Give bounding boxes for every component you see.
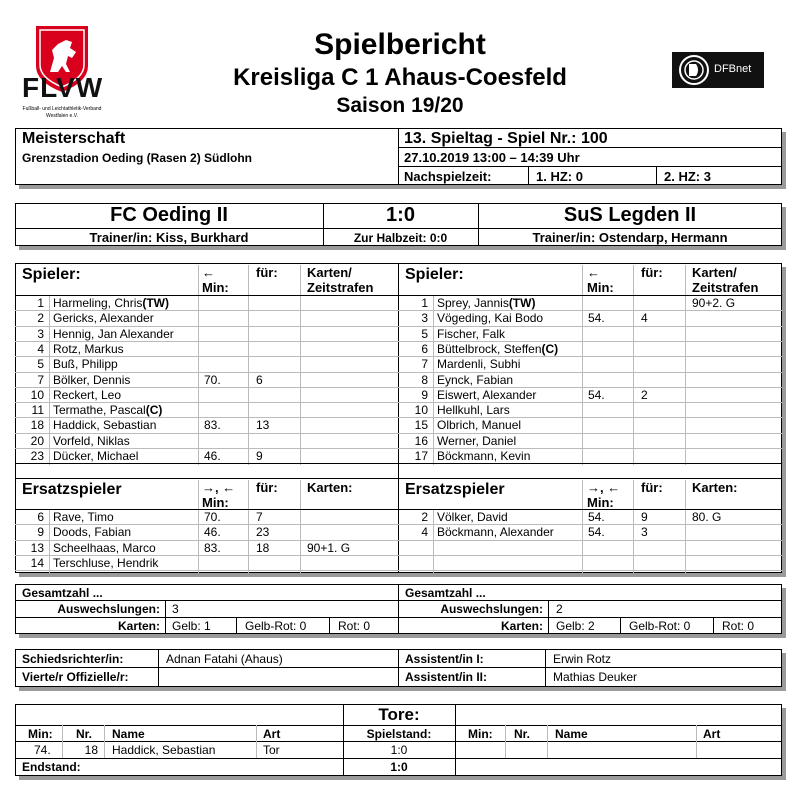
player-name-text: Büttelbrock, Steffen [437,341,542,356]
player-name [53,342,124,356]
goals-name-header-home: Name [112,727,145,741]
player-number: 10 [30,387,44,402]
flvw-logo-sub1: Fußball- und Leichtathletik-Verband [22,106,102,112]
away-subs-header: Ersatzspieler [405,481,505,498]
sub-for: 9 [641,510,648,524]
away-subs-count: 2 [556,602,563,616]
player-name [437,373,513,387]
competition: Meisterschaft [22,130,126,147]
goals-art-header-away: Art [703,727,721,741]
fourth-official-label: Vierte/r Offizielle/r: [22,670,129,684]
sub-minute: 83. [204,540,221,555]
home-gelbrot: Gelb-Rot: 0 [245,619,307,633]
stoppage-label: Nachspielzeit: [404,169,492,184]
ar2-name: Mathias Deuker [553,670,638,684]
ar1-name: Erwin Rotz [553,652,612,666]
player-name-text: Vögeding, Kai Bodo [437,311,544,326]
player-name [437,357,520,371]
player-number: 1 [421,296,428,310]
player-sub-minute: 46. [204,449,221,463]
final-label: Endstand: [22,760,81,774]
home-cards-label: Karten: [117,619,160,633]
away-totals-label: Gesamtzahl ... [405,586,486,600]
referee-label: Schiedsrichter/in: [22,652,124,666]
away-coach: Trainer/in: Ostendarp, Hermann [532,230,728,245]
stoppage-hz2: 2. HZ: 3 [664,169,711,184]
player-number: 7 [421,357,428,372]
player-name-text: Eiswert, Alexander [437,387,537,402]
goal-nr: 18 [84,743,98,757]
player-name [53,449,138,463]
away-subs-count-label: Auswechslungen: [440,602,543,616]
sub-number: 9 [37,525,44,540]
player-name-text: Werner, Daniel [437,433,517,448]
player-number: 11 [31,403,44,418]
player-name [53,357,118,371]
player-name [437,418,521,432]
away-players-header: Spieler: [405,266,464,283]
sub-name: Scheelhaas, Marco [53,540,156,555]
goals-art-header-home: Art [263,727,281,741]
away-subs-min: Min: [587,495,614,510]
matchday: 13. Spieltag - Spiel Nr.: 100 [404,130,608,147]
sub-card: 80. G [692,510,722,524]
away-min-header: Min: [587,280,614,295]
player-number: 20 [30,433,44,448]
home-fuer-header: für: [256,265,278,280]
sub-name: Rave, Timo [53,510,114,524]
venue: Grenzstadion Oeding (Rasen 2) Südlohn [22,151,253,165]
player-number: 8 [421,372,428,387]
sub-name: Völker, David [437,510,508,524]
player-name [437,403,510,417]
player-number: 5 [37,357,44,372]
player-name-text: Buß, Philipp [53,357,118,372]
player-name-text: Mardenli, Subhi [437,357,521,372]
goal-min: 74. [34,743,51,757]
sub-name: Terschluse, Hendrik [53,555,159,570]
home-subs-cards: Karten: [307,480,353,495]
home-subs-header: Ersatzspieler [22,481,122,498]
player-number: 7 [37,372,44,387]
player-name [437,296,535,310]
player-role-tag: (C) [145,403,163,418]
sub-for: 7 [256,510,263,524]
player-name [437,327,505,341]
stoppage-hz1: 1. HZ: 0 [536,169,583,184]
sub-for: 18 [256,540,270,555]
sub-for: 23 [256,525,270,540]
away-rot: Rot: 0 [722,619,755,633]
player-name-text: Bölker, Dennis [53,372,131,387]
referee-name: Adnan Fatahi (Ahaus) [166,652,283,666]
player-name [53,403,162,417]
dfbnet-logo [672,52,764,88]
home-arrow-out: ← [202,265,215,280]
sub-number: 6 [37,510,44,524]
ar1-label: Assistent/in I: [405,652,484,666]
player-role-tag: (TW) [508,296,536,310]
player-sub-minute: 70. [204,372,221,387]
season-title: Saison 19/20 [336,94,464,117]
sub-minute: 54. [588,525,605,540]
sub-number: 4 [421,525,428,540]
home-players-header: Spieler: [22,266,81,283]
sub-minute: 46. [204,525,221,540]
sub-number: 14 [30,555,44,570]
sub-name: Böckmann, Alexander [437,525,554,540]
goal-art: Tor [263,743,280,757]
away-subs-arrows: →, ← [587,480,621,495]
dfbnet-logo-text: DFBnet [714,63,752,75]
player-number: 15 [414,418,428,433]
away-gelb: Gelb: 2 [556,619,595,633]
home-coach: Trainer/in: Kiss, Burkhard [89,230,249,245]
player-number: 3 [421,311,428,326]
away-team: SuS Legden II [563,204,697,226]
player-number: 3 [37,326,44,341]
player-name [53,373,130,387]
flvw-logo-text: FLVW [22,72,104,103]
home-gelb: Gelb: 1 [172,619,211,633]
player-name [53,296,169,310]
player-sub-for: 2 [641,387,648,402]
player-number: 4 [37,341,44,356]
sub-number: 13 [30,540,44,555]
player-number: 10 [414,403,428,418]
player-number: 5 [421,326,428,341]
player-name-text: Eynck, Fabian [437,372,514,387]
flvw-logo-sub2: Westfalen e.V. [46,113,78,119]
home-cards-header1: Karten/ [307,265,352,280]
player-sub-minute: 54. [588,387,605,402]
away-subs-fuer: für: [641,480,663,495]
player-sub-minute: 83. [204,418,221,433]
home-subs-arrows: →, ← [202,480,236,495]
player-sub-minute: 54. [588,311,605,326]
goals-min-header-home: Min: [28,727,53,741]
sub-card: 90+1. G [307,540,351,555]
home-subs-count-label: Auswechslungen: [57,602,160,616]
player-name-text: Dücker, Michael [53,449,139,463]
league-title: Kreisliga C 1 Ahaus-Coesfeld [233,64,567,91]
player-name-text: Hellkuhl, Lars [437,403,510,418]
player-name [437,388,536,402]
goal-name: Haddick, Sebastian [112,743,216,757]
player-name-text: Olbrich, Manuel [437,418,522,433]
sub-minute: 54. [588,510,605,524]
away-cards-header2: Zeitstrafen [692,280,759,295]
player-name-text: Gericks, Alexander [53,311,154,326]
result: 1:0 [386,204,415,226]
home-subs-fuer: für: [256,480,278,495]
home-rot: Rot: 0 [338,619,371,633]
home-subs-min: Min: [202,495,229,510]
player-sub-for: 13 [256,418,270,433]
goal-stand: 1:0 [390,743,408,757]
away-cards-label: Karten: [500,619,543,633]
player-number: 6 [421,341,428,356]
player-name-text: Haddick, Sebastian [53,418,157,433]
player-number: 9 [421,387,428,402]
player-role-tag: (TW) [142,296,170,310]
goals-title: Tore: [378,705,420,724]
player-sub-for: 4 [641,311,648,326]
sub-name: Doods, Fabian [53,525,132,540]
player-name-text: Reckert, Leo [53,387,122,402]
datetime: 27.10.2019 13:00 – 14:39 Uhr [404,150,580,165]
player-name-text: Sprey, Jannis [437,296,509,310]
flvw-logo [22,22,102,132]
player-role-tag: (C) [541,341,559,356]
player-number: 16 [414,433,428,448]
away-subs-cards: Karten: [692,480,738,495]
ar2-label: Assistent/in II: [405,670,488,684]
home-totals-label: Gesamtzahl ... [22,586,103,600]
player-name [437,342,558,356]
away-cards-header1: Karten/ [692,265,737,280]
player-number: 18 [30,418,44,433]
player-name-text: Fischer, Falk [437,326,506,341]
player-number: 2 [37,311,44,326]
player-name-text: Harmeling, Chris [53,296,143,310]
goals-name-header-away: Name [555,727,588,741]
player-number: 1 [37,296,44,310]
player-name [437,449,530,463]
player-name-text: Rotz, Markus [53,341,124,356]
halftime: Zur Halbzeit: 0:0 [353,231,448,245]
player-name [53,327,174,341]
player-name [437,311,543,325]
player-name-text: Böckmann, Kevin [437,449,531,463]
sub-for: 3 [641,525,648,540]
player-name [53,418,156,432]
player-number: 23 [30,449,44,463]
sub-number: 2 [421,510,428,524]
player-name [53,311,154,325]
player-card: 90+2. G [692,296,736,310]
player-name-text: Vorfeld, Niklas [53,433,130,448]
player-name [437,434,516,448]
goals-min-header-away: Min: [468,727,493,741]
goals-nr-header-home: Nr. [76,727,93,741]
final-score: 1:0 [390,760,408,774]
away-fuer-header: für: [641,265,663,280]
page-title: Spielbericht [314,28,486,61]
away-arrow-out: ← [587,265,600,280]
player-name-text: Termathe, Pascal [53,403,146,418]
away-gelbrot: Gelb-Rot: 0 [629,619,691,633]
player-sub-for: 6 [256,372,263,387]
player-number: 17 [414,449,428,463]
home-cards-header2: Zeitstrafen [307,280,374,295]
goals-stand-header: Spielstand: [366,727,432,741]
goals-nr-header-away: Nr. [514,727,531,741]
home-team: FC Oeding II [110,204,228,226]
player-sub-for: 9 [256,449,263,463]
player-name [53,434,130,448]
player-name-text: Hennig, Jan Alexander [53,326,174,341]
home-subs-count: 3 [172,602,179,616]
player-name [53,388,121,402]
home-min-header: Min: [202,280,229,295]
sub-minute: 70. [204,510,221,524]
